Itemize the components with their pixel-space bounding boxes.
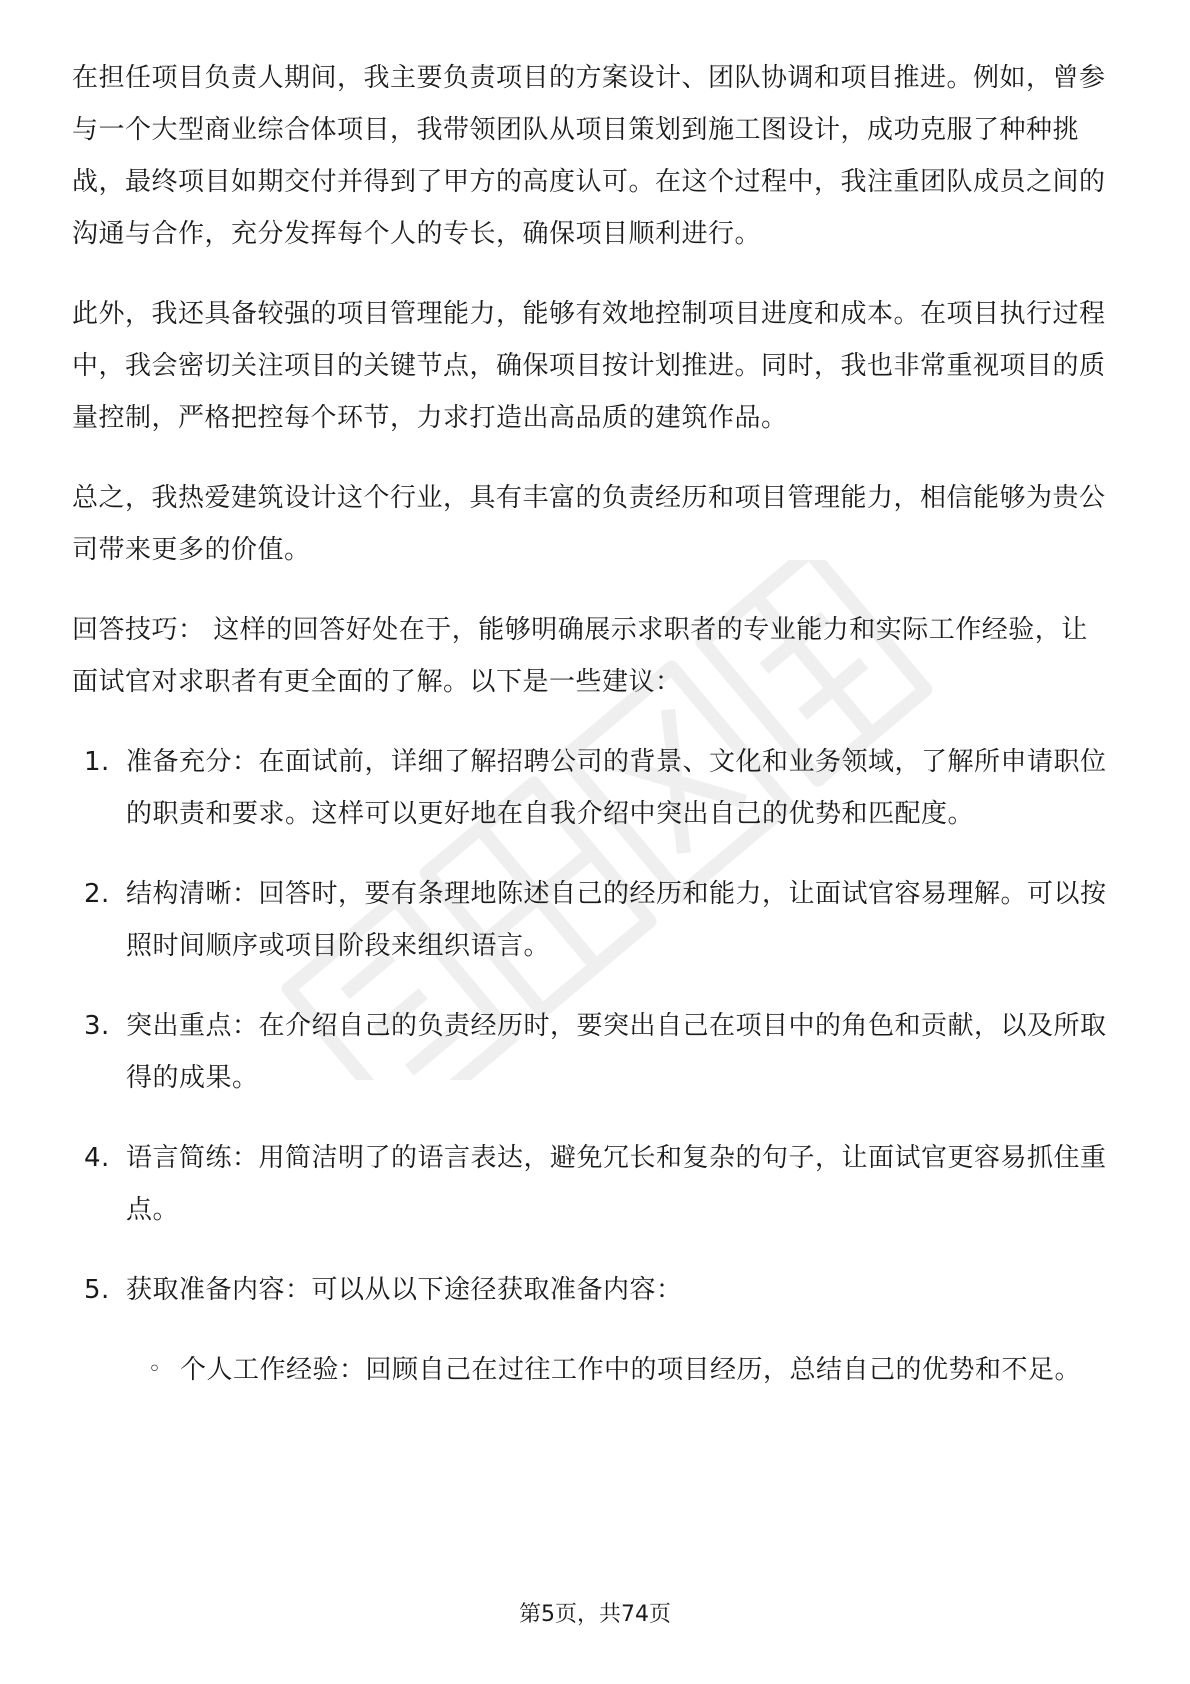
paragraph-summary: 总之，我热爱建筑设计这个行业，具有丰富的负责经历和项目管理能力，相信能够为贵公司带来更多的价值。 — [72, 483, 1106, 565]
sub-list-item-text: 个人工作经验：回顾自己在过往工作中的项目经历，总结自己的优势和不足。 — [180, 1355, 1082, 1385]
hollow-bullet-icon: ◦ — [148, 1357, 162, 1382]
sub-list — [126, 1344, 1112, 1396]
list-number: 1. — [84, 747, 110, 777]
list-number: 2. — [84, 879, 110, 909]
list-number: 5. — [84, 1275, 110, 1305]
document-body — [72, 52, 1112, 1424]
page-number-label: 第5页，共74页 — [519, 1602, 671, 1627]
tips-list — [72, 736, 1112, 1396]
sub-list-item — [126, 1344, 1112, 1396]
list-item-text: 结构清晰：回答时，要有条理地陈述自己的经历和能力，让面试官容易理解。可以按照时间顺序或项目阶段来组织语言。 — [126, 879, 1107, 961]
list-item — [72, 736, 1112, 840]
list-item-text: 准备充分：在面试前，详细了解招聘公司的背景、文化和业务领域，了解所申请职位的职责和要求。这样可以更好地在自我介绍中突出自己的优势和匹配度。 — [126, 747, 1107, 829]
paragraph-answer-tips: 回答技巧： 这样的回答好处在于，能够明确展示求职者的专业能力和实际工作经验，让面试官对求职者有更全面的了解。以下是一些建议： — [72, 615, 1088, 697]
list-item-text: 语言简练：用简洁明了的语言表达，避免冗长和复杂的句子，让面试官更容易抓住重点。 — [126, 1143, 1107, 1225]
paragraph-project-lead: 在担任项目负责人期间，我主要负责项目的方案设计、团队协调和项目推进。例如，曾参与一个大型商业综合体项目，我带领团队从项目策划到施工图设计，成功克服了种种挑战，最终项目如期交付并得到了甲方的高度认可。在这个过程中，我注重团队成员之间的沟通与合作，充分发挥每个人的专长，确保项目顺利进行。 — [72, 63, 1106, 249]
list-item-text: 突出重点：在介绍自己的负责经历时，要突出自己在项目中的角色和贡献，以及所取得的成果。 — [126, 1011, 1107, 1093]
list-item — [72, 1132, 1112, 1236]
paragraph-management: 此外，我还具备较强的项目管理能力，能够有效地控制项目进度和成本。在项目执行过程中，我会密切关注项目的关键节点，确保项目按计划推进。同时，我也非常重视项目的质量控制，严格把控每个环节，力求打造出高品质的建筑作品。 — [72, 299, 1106, 433]
list-number: 3. — [84, 1011, 110, 1041]
list-item — [72, 1264, 1112, 1396]
list-number: 4. — [84, 1143, 110, 1173]
list-item-text: 获取准备内容：可以从以下途径获取准备内容： — [126, 1275, 683, 1305]
list-item — [72, 868, 1112, 972]
page-footer — [0, 1600, 1190, 1630]
list-item — [72, 1000, 1112, 1104]
